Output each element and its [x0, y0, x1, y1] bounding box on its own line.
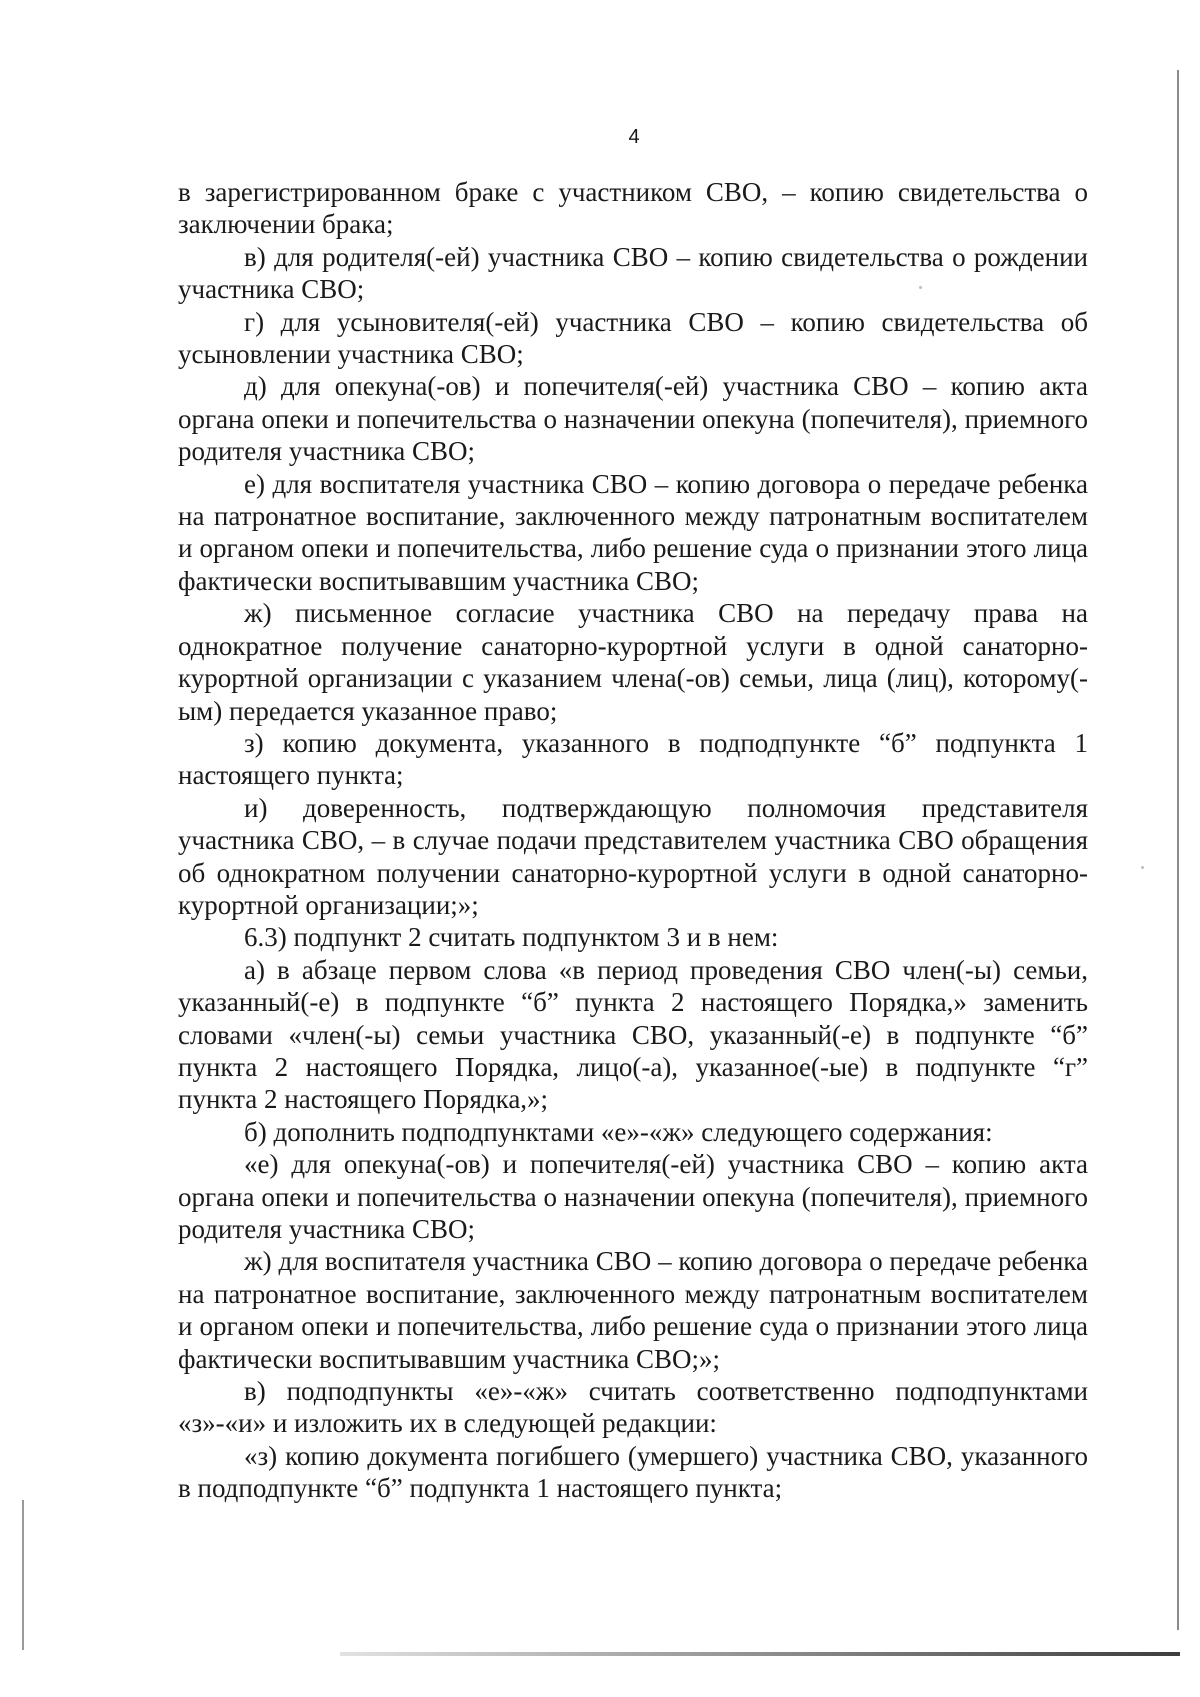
paragraph: 6.3) подпункт 2 считать подпунктом 3 и в нем: — [244, 922, 779, 953]
paragraph: в) подподпункты «е»-«ж» считать соответственно подподпунктами «з»-«и» и изложить их в следующей редакции: — [178, 1376, 1088, 1439]
paragraph: з) копию документа, указанного в подподпункте “б” подпункта 1 настоящего пункта; — [178, 727, 1088, 791]
scan-speck — [1141, 866, 1144, 869]
paragraph: б) дополнить подподпунктами «е»-«ж» следующего содержания: — [244, 1116, 993, 1147]
paragraph: е) для воспитателя участника СВО – копию договора о передаче ребенка на патронатное воспитание, заключенного между патронатным воспитателем и органом опеки и попечительства, либо решение суда о признании этого лица фактически воспитывавшим участника СВО; — [178, 468, 1088, 596]
paragraph: ж) письменное согласие участника СВО на передачу права на однократное получение санаторно-курортной услуги в одной санаторно-курортной организации с указанием члена(-ов) семьи, лица (лиц), которому(-ым) передается указанное право; — [178, 598, 1088, 726]
scan-edge-right — [1177, 70, 1179, 1630]
paragraph: «з) копию документа погибшего (умершего) участника СВО, указанного в подподпункте “б” подпункта 1 настоящего пункта; — [178, 1440, 1088, 1504]
paragraph: д) для опекуна(-ов) и попечителя(-ей) участника СВО – копию акта органа опеки и попечительства о назначении опекуна (попечителя), приемного родителя участника СВО; — [178, 371, 1088, 467]
page-number: 4 — [628, 126, 640, 148]
scan-edge-bottom — [340, 1652, 1180, 1656]
paragraph: в зарегистрированном браке с участником СВО, – копию свидетельства о заключении брака; — [178, 177, 1088, 240]
scan-edge-left — [22, 1500, 24, 1650]
document-body — [178, 176, 1088, 1505]
paragraph: ж) для воспитателя участника СВО – копию договора о передаче ребенка на патронатное воспитание, заключенного между патронатным воспитателем и органом опеки и попечительства, либо решение суда о признании этого лица фактически воспитывавшим участника СВО;»; — [178, 1246, 1088, 1374]
paragraph: и) доверенность, подтверждающую полномочия представителя участника СВО, – в случае подачи представителем участника СВО обращения об однократном получении санаторно-курортной услуги в одной санаторно-курортной организации;»; — [178, 792, 1088, 920]
paragraph: в) для родителя(-ей) участника СВО – копию свидетельства о рождении участника СВО; — [178, 241, 1088, 305]
paragraph: «е) для опекуна(-ов) и попечителя(-ей) участника СВО – копию акта органа опеки и попечительства о назначении опекуна (попечителя), приемного родителя участника СВО; — [178, 1149, 1088, 1244]
paragraph: а) в абзаце первом слова «в период проведения СВО член(-ы) семьи, указанный(-е) в подпункте “б” пункта 2 настоящего Порядка,» заменить словами «член(-ы) семьи участника СВО, указанный(-е) в подпункте “б” пункта 2 настоящего Порядка, лицо(-а), указанное(-ые) в подпункте “г” пункта 2 настоящего Порядка,»; — [178, 954, 1088, 1115]
paragraph: г) для усыновителя(-ей) участника СВО – копию свидетельства об усыновлении участника СВО; — [178, 306, 1088, 370]
